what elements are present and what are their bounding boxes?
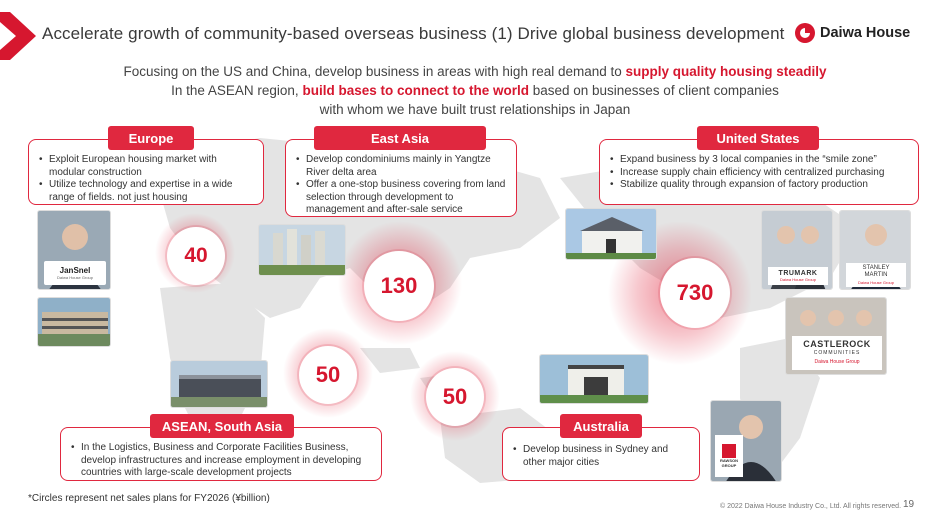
page-number: 19 (903, 499, 915, 510)
subtitle-line-2 (0, 81, 950, 100)
trumark-logo (768, 267, 828, 285)
copyright: © 2022 Daiwa House Industry Co., Ltd. All rights reserved. (720, 503, 902, 510)
condominium-image-icon (259, 225, 346, 276)
photo-trumark (761, 210, 833, 290)
sales-circle-europe: 40 (167, 227, 225, 285)
bullet-item: • Stabilize quality through expansion of factory production (610, 179, 908, 192)
photo-us-house (565, 208, 657, 260)
australia-bullet-list (513, 444, 689, 469)
stanley-martin-logo-text: STANLEY (862, 264, 890, 271)
sales-circle-australia: 50 (426, 368, 484, 426)
rawson-mark-icon (722, 444, 736, 458)
photo-australia-house (539, 354, 649, 404)
jansnel-logo (44, 261, 106, 285)
daiwa-logo-mark-icon (794, 22, 816, 44)
region-box-east-asia (285, 139, 517, 217)
daiwa-house-logo (794, 22, 910, 44)
bullet-item: • Expand business by 3 local companies in the “smile zone” (610, 154, 908, 167)
rawson-logo (715, 435, 743, 477)
trumark-logo-text: TRUMARK (778, 270, 818, 277)
logo-text: Daiwa House (820, 25, 911, 41)
sales-circle-asean: 50 (299, 346, 357, 404)
subtitle-highlight: build bases to connect to the world (302, 83, 529, 98)
subtitle-line-1 (0, 62, 950, 81)
warehouse-image-icon (171, 361, 268, 408)
footnote: *Circles represent net sales plans for FY2026 (¥billion) (28, 493, 270, 504)
stanley-martin-logo-text: MARTIN (864, 271, 888, 278)
castlerock-logo-text: COMMUNITIES (813, 349, 861, 356)
rawson-logo-text: RAWSON GROUP (720, 458, 738, 468)
sales-circle-united-states: 730 (660, 258, 730, 328)
region-label-europe: Europe (108, 126, 194, 150)
region-label-east-asia: East Asia (314, 126, 486, 150)
region-label-asean: ASEAN, South Asia (150, 414, 294, 438)
sales-circle-east-asia: 130 (364, 251, 434, 321)
jansnel-logo-sub: Daiwa House Group (56, 275, 94, 280)
house-image-icon (566, 209, 657, 260)
subtitle-highlight: supply quality housing steadily (625, 64, 827, 79)
east-asia-bullet-list (296, 154, 506, 217)
bullet-item: • Develop condominiums mainly in Yangtze River delta area (296, 154, 506, 179)
chevron-icon (0, 12, 36, 60)
photo-asean-logistics (170, 360, 268, 408)
bullet-item: • Develop business in Sydney and other major cities (513, 444, 689, 469)
building-image-icon (38, 298, 111, 347)
bullet-item: • Increase supply chain efficiency with centralized purchasing (610, 167, 908, 180)
subtitle-line-3: with whom we have built trust relationships in Japan (319, 102, 631, 117)
photo-europe-building (37, 297, 111, 347)
region-label-australia: Australia (560, 414, 642, 438)
bullet-item: • Utilize technology and expertise in a wide range of fields. not just housing (39, 179, 253, 204)
photo-stanley-martin (839, 210, 911, 290)
subtitle-text: based on businesses of client companies (528, 83, 779, 98)
europe-bullet-list (39, 154, 253, 204)
photo-rawson (710, 400, 782, 482)
jansnel-logo-text: JanSnel (59, 266, 91, 275)
house-image-icon (540, 355, 649, 404)
group-tag: Daiwa House Group (814, 358, 860, 365)
asean-bullet-list (71, 442, 371, 480)
group-tag: Daiwa House Group (779, 277, 817, 282)
bullet-item: • Offer a one-stop business covering from land selection through development to management and after-sale service (296, 179, 506, 217)
subtitle-text: In the ASEAN region, (171, 83, 303, 98)
page-title: Accelerate growth of community-based overseas business (1) Drive global business development (42, 24, 785, 43)
group-tag: Daiwa House Group (857, 279, 895, 285)
bullet-item: • In the Logistics, Business and Corporate Facilities Business, develop infrastructures and increase employment in developing countries with large-scale development projects (71, 442, 371, 480)
photo-jansnel-executive (37, 210, 111, 290)
stanley-martin-logo (846, 263, 906, 287)
castlerock-logo-text: CASTLEROCK (803, 338, 871, 349)
us-bullet-list (610, 154, 908, 192)
region-label-united-states: United States (697, 126, 819, 150)
photo-castlerock (785, 297, 887, 375)
subtitle-text: Focusing on the US and China, develop business in areas with high real demand to (123, 64, 626, 79)
castlerock-logo (792, 336, 882, 370)
bullet-item: • Exploit European housing market with modular construction (39, 154, 253, 179)
photo-east-asia-condominiums (258, 224, 346, 276)
